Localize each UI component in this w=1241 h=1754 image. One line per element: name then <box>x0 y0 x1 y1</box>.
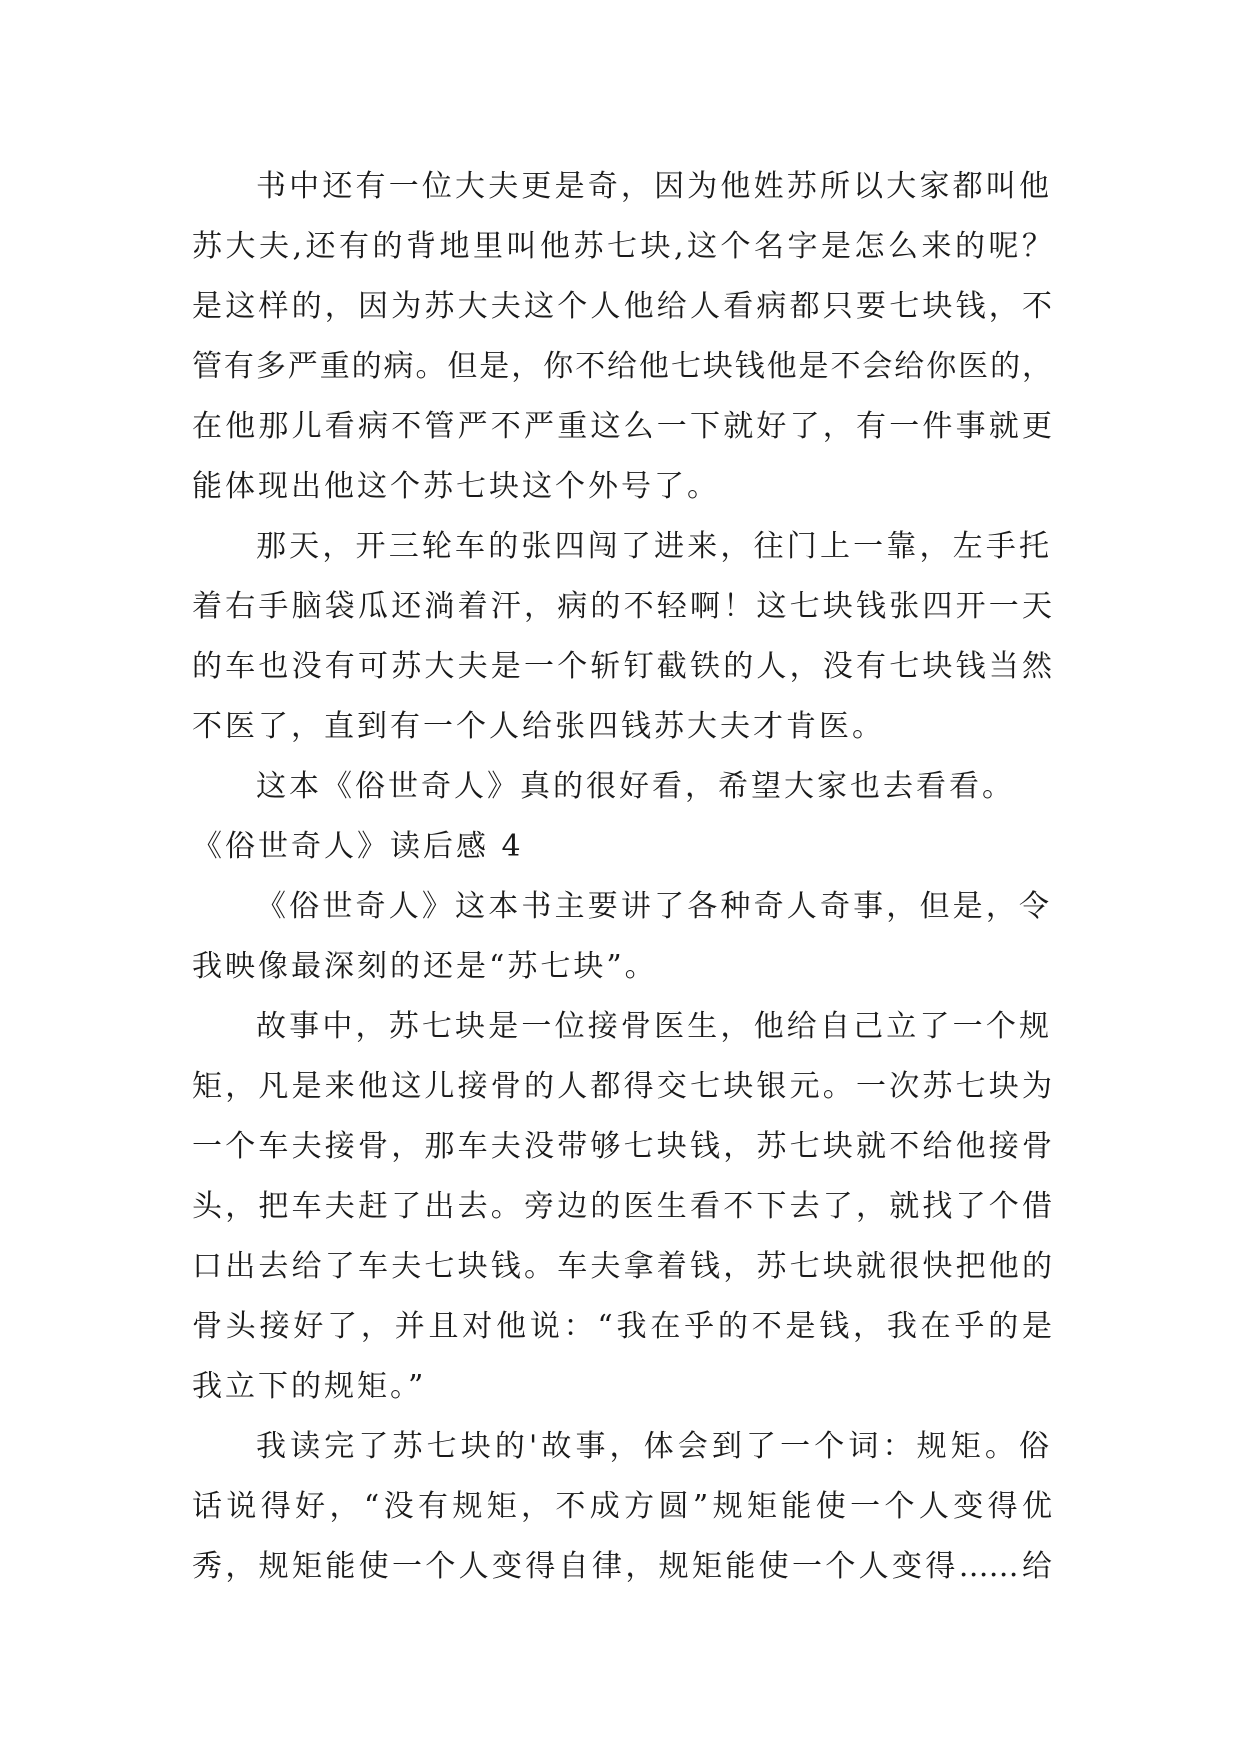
text-line: 是这样的，因为苏大夫这个人他给人看病都只要七块钱，不 <box>192 289 1052 324</box>
text-line: 骨头接好了，并且对他说：“我在乎的不是钱，我在乎的是 <box>192 1309 1052 1344</box>
text-line: 头，把车夫赶了出去。旁边的医生看不下去了，就找了个借 <box>192 1189 1052 1224</box>
text-line: 我立下的规矩。” <box>192 1369 427 1404</box>
text-line: 的车也没有可苏大夫是一个斩钉截铁的人，没有七块钱当然 <box>192 649 1052 684</box>
text-line: 我映像最深刻的还是“苏七块”。 <box>192 949 658 984</box>
text-line: 这本《俗世奇人》真的很好看，希望大家也去看看。 <box>256 769 1015 804</box>
text-line: 故事中，苏七块是一位接骨医生，他给自己立了一个规 <box>256 1009 1052 1044</box>
text-line: 苏大夫,还有的背地里叫他苏七块,这个名字是怎么来的呢？ <box>192 229 1052 264</box>
text-line: 着右手脑袋瓜还淌着汗，病的不轻啊！这七块钱张四开一天 <box>192 589 1052 624</box>
section-heading: 《俗世奇人》读后感 4 <box>192 829 524 864</box>
text-line: 管有多严重的病。但是，你不给他七块钱他是不会给你医的， <box>192 349 1052 384</box>
text-line: 一个车夫接骨，那车夫没带够七块钱，苏七块就不给他接骨 <box>192 1129 1052 1164</box>
text-line: 口出去给了车夫七块钱。车夫拿着钱，苏七块就很快把他的 <box>192 1249 1052 1284</box>
document-body <box>192 157 1052 1597</box>
text-line: 《俗世奇人》这本书主要讲了各种奇人奇事，但是，令 <box>256 889 1052 924</box>
text-line: 话说得好，“没有规矩，不成方圆”规矩能使一个人变得优 <box>192 1489 1052 1524</box>
text-line: 能体现出他这个苏七块这个外号了。 <box>192 469 720 504</box>
text-line: 不医了，直到有一个人给张四钱苏大夫才肯医。 <box>192 709 885 744</box>
text-line: 我读完了苏七块的'故事，体会到了一个词：规矩。俗 <box>256 1429 1052 1464</box>
text-line: 那天，开三轮车的张四闯了进来，往门上一靠，左手托 <box>256 529 1052 564</box>
text-line: 秀，规矩能使一个人变得自律，规矩能使一个人变得……给 <box>192 1549 1052 1584</box>
text-line: 在他那儿看病不管严不严重这么一下就好了，有一件事就更 <box>192 409 1052 444</box>
text-line: 书中还有一位大夫更是奇，因为他姓苏所以大家都叫他 <box>256 169 1052 204</box>
text-line: 矩，凡是来他这儿接骨的人都得交七块银元。一次苏七块为 <box>192 1069 1052 1104</box>
